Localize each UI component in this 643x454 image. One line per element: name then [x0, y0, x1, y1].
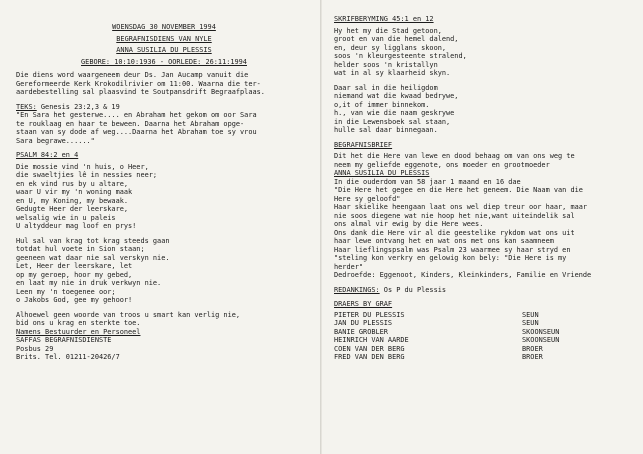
bearer-role: BROER: [522, 353, 543, 361]
page-fold: [320, 0, 322, 454]
scripture-heading: SKRIFBERYMING 45:1 en 12: [334, 15, 434, 23]
letter-line: ons almal vir ewig by die Here wees.: [334, 220, 484, 228]
letter-line: nie soos diegene wat nie hoop het nie,want uiteindelik sal: [334, 211, 575, 220]
letter-line: haar lewe ontvang het en wat ons met ons kan saamneem: [334, 237, 554, 245]
intro-line: aardebestelling sal plaasvind te Soutpansdrift Begraafplaas.: [16, 88, 265, 96]
bearer-role: SEUN: [522, 319, 539, 327]
left-page: [16, 0, 312, 454]
bearer-name: HEINRICH VAN AARDE: [334, 336, 409, 344]
psalm-line: totdat hul voete in Sion staan;: [16, 245, 145, 253]
condolence-line: bid ons u krag en sterkte toe.: [16, 319, 141, 327]
condolence-signoff: Namens Bestuurder en Personeel: [16, 327, 141, 336]
sermon-text-line: Sara begrawe......": [16, 136, 95, 145]
funeral-company: [16, 336, 312, 362]
remarks-text: Os P du Plessis: [379, 285, 447, 294]
letter-line: Here sy geloofd": [334, 194, 401, 203]
psalm-line: Gedugte Heer der leerskare,: [16, 205, 129, 213]
service-intro: [16, 71, 312, 97]
psalm-heading: PSALM 84:2 en 4: [16, 151, 79, 159]
psalm-line: Die mossie vind 'n huis, o Heer,: [16, 162, 149, 171]
letter-line: herder": [334, 262, 364, 271]
sermon-text-heading: TEKS:: [16, 102, 37, 111]
bearer-role: SKOONSEUN: [522, 327, 560, 336]
psalm-line: die swaeltjies lê in nessies neer;: [16, 171, 158, 179]
scripture-line: o,it of immer binnekom.: [334, 100, 430, 109]
psalm-line: o Jakobs God, gee my gehoor!: [16, 296, 133, 304]
bearer-row: [334, 336, 634, 345]
sermon-text-section: [16, 103, 312, 146]
psalm-line: welsalig wie in u paleis: [16, 213, 116, 222]
company-name: SAFFAS BEGRAFNISDIENSTE: [16, 336, 112, 344]
letter-line: Haar skielike heengaan laat ons wel diep treur oor haar, maar: [334, 203, 588, 211]
scripture-line: hulle sal daar binnegaan.: [334, 126, 438, 134]
letter-line: In die ouderdom van 58 jaar 1 maand en 16 dae: [334, 177, 521, 186]
scripture-verse-1: [334, 27, 634, 78]
scripture-line: en, deur sy ligglans skoon,: [334, 43, 447, 52]
sermon-text-reference: Genesis 23:2,3 & 19: [36, 102, 120, 111]
bearer-row: [334, 328, 634, 337]
bearers-list: [334, 311, 634, 362]
psalm-line: en laat my nie in druk verkwyn nie.: [16, 279, 162, 287]
psalm-line: en ek vind rus by u altare,: [16, 179, 129, 188]
psalm-line: Leen my 'n toegenee oor;: [16, 287, 116, 296]
bearer-role: SEUN: [522, 310, 539, 319]
psalm-line: waar U vir my 'n woning maak: [16, 188, 133, 196]
psalm-line: U altyddeur mag loof en prys!: [16, 222, 137, 230]
scripture-line: Hy het my die Stad getoon,: [334, 26, 442, 35]
condolence-line: Alhoewel geen woorde van troos u smart kan verlig nie,: [16, 310, 241, 319]
psalm-line: op my geroep, hoor my gebed,: [16, 270, 133, 279]
scripture-line: soos 'n kleurgesteente stralend,: [334, 52, 467, 60]
right-page: [334, 0, 634, 454]
psalm-line: Let, Heer der leerskare, let: [16, 262, 133, 270]
letter-line: "steling kon verkry en gelowig kon bely: "Die Here is my: [334, 254, 567, 262]
sermon-text-line: staan van sy dode af weg....Daarna het Abraham toe sy vrou: [16, 128, 257, 136]
letter-line: Haar lieflingspsalm was Psalm 23 waarmee sy haar stryd en: [334, 245, 571, 254]
service-date: WOENSDAG 30 NOVEMBER 1994: [112, 23, 216, 31]
bearer-name: FRED VAN DEN BERG: [334, 353, 405, 361]
deceased-name: ANNA SUSILIA DU PLESSIS: [116, 46, 212, 54]
psalm-line: geeneen wat daar nie sal verskyn nie.: [16, 253, 170, 262]
sermon-text-line: te rouklaag en haar te beween. Daarna het Abraham opge-: [16, 119, 245, 128]
bearer-row: [334, 311, 634, 320]
letter-line: neem my geliefde eggenote, ons moeder en grootmoeder: [334, 160, 550, 169]
bearer-name: COEN VAN DER BERG: [334, 344, 405, 353]
bearer-name: PIETER DU PLESSIS: [334, 310, 405, 319]
scripture-line: Daar sal in die heiligdom: [334, 83, 438, 92]
bearer-row: [334, 319, 634, 328]
intro-line: Gereformeerde Kerk Krokodilrivier om 11:00. Waarna die ter-: [16, 79, 261, 88]
intro-line: Die diens word waargeneem deur Ds. Jan Aucamp vanuit die: [16, 71, 249, 79]
company-address: Posbus 29: [16, 344, 54, 353]
sermon-text-line: "En Sara het gesterwe.... en Abraham het gekom om oor Sara: [16, 111, 257, 119]
psalm-line: Hul sal van krag tot krag steeds gaan: [16, 236, 170, 245]
birth-death-dates: GEBORE: 10:10:1936 - OORLEDE: 26:11:1994: [81, 57, 247, 66]
scripture-line: wat in al sy klaarheid skyn.: [334, 69, 451, 77]
letter-line: Dit het die Here van lewe en dood behaag om van ons weg te: [334, 152, 575, 160]
letter-line: Ons dank die Here vir al die geestelike rykdom wat ons uit: [334, 228, 575, 237]
funeral-letter-heading: BEGRAFNISBRIEF: [334, 140, 393, 149]
scripture-line: niemand wat die kwaad bedrywe,: [334, 92, 459, 100]
scripture-line: in die Lewensboek sal staan,: [334, 117, 451, 126]
psalm-line: en U, my Koning, my bewaak.: [16, 196, 129, 205]
bearer-row: [334, 345, 634, 354]
condolence-note: [16, 311, 312, 337]
funeral-letter: [334, 152, 634, 280]
bearer-role: SKOONSEUN: [522, 336, 560, 344]
header-block: [16, 23, 312, 66]
company-phone: Brits. Tel. 01211-20426/7: [16, 353, 120, 361]
mourners-line: Dedroefde: Eggenoot, Kinders, Kleinkinders, Familie en Vriende: [334, 271, 592, 279]
scripture-line: h., van wie die naam geskrywe: [334, 109, 455, 117]
scripture-verse-2: [334, 84, 634, 135]
bearers-heading: DRAERS BY GRAF: [334, 300, 393, 308]
letter-line: "Die Here het gegee en die Here het geneem. Die Naam van die: [334, 186, 583, 194]
letter-deceased-name: ANNA SUSILIA DU PLESSIS: [334, 169, 430, 177]
remarks-heading: REDANKINGS:: [334, 285, 380, 294]
scripture-line: helder soos 'n kristallyn: [334, 60, 438, 69]
bearer-name: BANIE GROBLER: [334, 327, 388, 336]
psalm-section: [16, 151, 312, 305]
service-title: BEGRAFNISDIENS VAN NYLE: [116, 34, 212, 43]
bearer-role: BROER: [522, 344, 543, 353]
bearer-row: [334, 353, 634, 362]
scripture-line: groot en van die hemel dalend,: [334, 35, 459, 43]
bearer-name: JAN DU PLESSIS: [334, 319, 393, 327]
